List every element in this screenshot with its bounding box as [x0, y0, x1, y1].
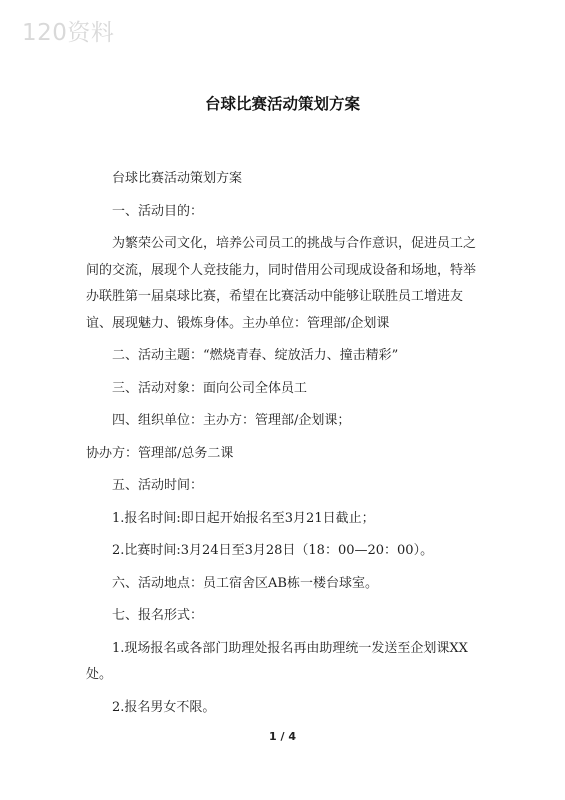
paragraph-location: 六、活动地点：员工宿舍区AB栋一楼台球室。	[112, 575, 378, 591]
paragraph-section-5: 五、活动时间：	[112, 478, 204, 493]
paragraph-subtitle: 台球比赛活动策划方案	[112, 171, 243, 186]
watermark: 120资料	[22, 20, 115, 46]
paragraph-signup-time: 1.报名时间:即日起开始报名至3月21日截止；	[112, 510, 375, 526]
paragraph-section-7: 七、报名形式：	[112, 608, 204, 623]
paragraph-purpose: 为繁荣公司文化，培养公司员工的挑战与合作意识，促进员工之间的交流，展现个人竞技能力，同时借用公司现成设备和场地，特举办联胜第一届桌球比赛，希望在比赛活动中能够让联胜员工增进友谊、展现魅力、锻炼身体。主办单位：管理部/企划课	[86, 236, 477, 331]
paragraph-signup-method: 1.现场报名或各部门助理处报名再由助理统一发送至企划课XX处。	[86, 640, 468, 682]
paragraph-organizer: 四、组织单位：主办方：管理部/企划课；	[112, 413, 351, 428]
paragraph-gender: 2.报名男女不限。	[112, 699, 216, 715]
paragraph-co-organizer: 协办方：管理部/总务二课	[86, 445, 234, 461]
page-number: 1 / 4	[269, 730, 296, 743]
paragraph-audience: 三、活动对象：面向公司全体员工	[112, 380, 308, 396]
document-title: 台球比赛活动策划方案	[204, 95, 360, 113]
paragraph-theme: 二、活动主题：“燃烧青春、绽放活力、撞击精彩”	[112, 348, 399, 363]
document-body	[86, 166, 484, 721]
paragraph-section-1: 一、活动目的：	[112, 203, 204, 219]
paragraph-match-time: 2.比赛时间:3月24日至3月28日（18：00—20：00）。	[112, 543, 434, 558]
